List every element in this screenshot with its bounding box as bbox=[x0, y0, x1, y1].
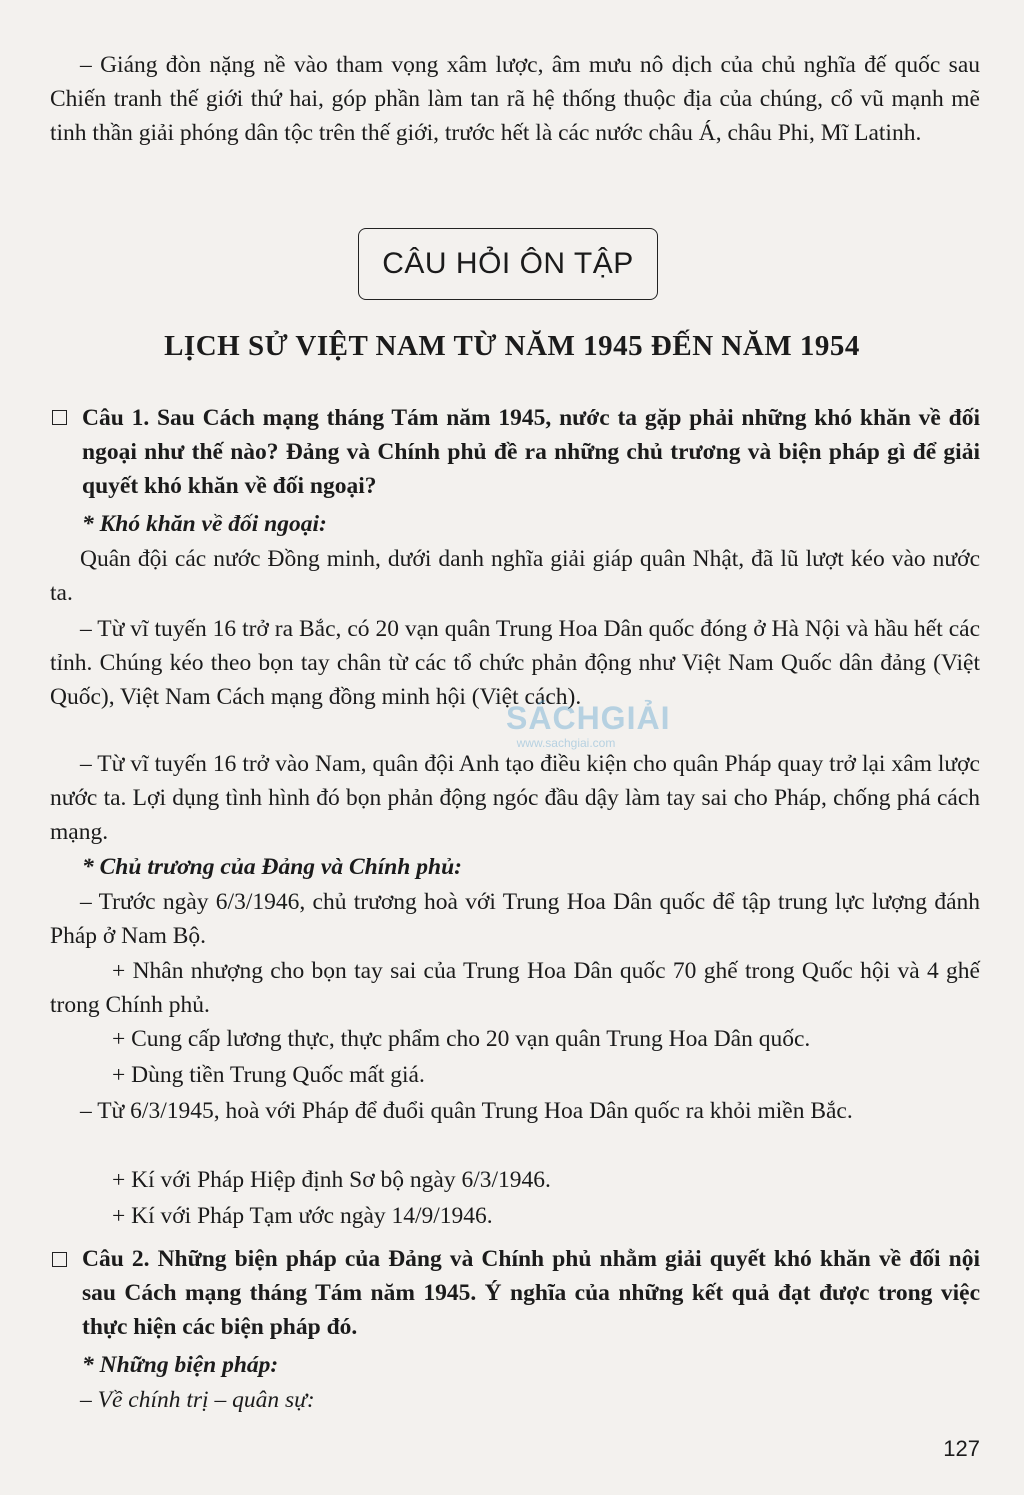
before-item-1: + Nhân nhượng cho bọn tay sai của Trung Hoa Dân quốc 70 ghế trong Quốc hội và 4 ghế trong Chính phủ. bbox=[50, 958, 980, 1018]
after-item-2: + Kí với Pháp Tạm ước ngày 14/9/1946. bbox=[112, 1203, 493, 1229]
intro-paragraph: – Giáng đòn nặng nề vào tham vọng xâm lược, âm mưu nô dịch của chủ nghĩa đế quốc sau Chiến tranh thế giới thứ hai, góp phần làm tan rã hệ thống thuộc địa của chúng, cổ vũ mạnh mẽ tinh thần giải phóng dân tộc trên thế giới, trước hết là các nước châu Á, châu Phi, Mĩ Latinh. bbox=[50, 52, 980, 146]
politics-line: – Về chính trị – quân sự: bbox=[80, 1387, 315, 1413]
difficulty-intro: Quân đội các nước Đồng minh, dưới danh nghĩa giải giáp quân Nhật, đã lũ lượt kéo vào nước ta. bbox=[50, 546, 980, 606]
page-number: 127 bbox=[943, 1436, 980, 1461]
section-heading: LỊCH SỬ VIỆT NAM TỪ NĂM 1945 ĐẾN NĂM 1954 bbox=[164, 330, 860, 362]
difficulty-heading: * Khó khăn về đối ngoại: bbox=[82, 511, 327, 537]
measures-heading: * Những biện pháp: bbox=[82, 1352, 279, 1378]
policy-heading: * Chủ trương của Đảng và Chính phủ: bbox=[82, 854, 462, 880]
watermark-logo: SÁCHGIẢI www.sachgiai.com bbox=[506, 700, 671, 750]
after-paragraph: – Từ 6/3/1945, hoà với Pháp để đuổi quân Trung Hoa Dân quốc ra khỏi miền Bắc. bbox=[80, 1098, 853, 1124]
section-box: CÂU HỎI ÔN TẬP bbox=[358, 228, 658, 300]
north-paragraph: – Từ vĩ tuyến 16 trở ra Bắc, có 20 vạn quân Trung Hoa Dân quốc đóng ở Hà Nội và hầu hết các tỉnh. Chúng kéo theo bọn tay chân từ các tổ chức phản động như Việt Nam Quốc dân đảng (Việt Quốc), Việt Nam Cách mạng đồng minh hội (Việt cách). bbox=[50, 616, 980, 710]
question-2-title: Câu 2. Những biện pháp của Đảng và Chính phủ nhằm giải quyết khó khăn về đối nội sau Cách mạng tháng Tám năm 1945. Ý nghĩa của những kết quả đạt được trong việc thực hiện các biện pháp đó. bbox=[82, 1246, 980, 1340]
before-item-3: + Dùng tiền Trung Quốc mất giá. bbox=[112, 1062, 425, 1088]
before-paragraph: – Trước ngày 6/3/1946, chủ trương hoà với Trung Hoa Dân quốc để tập trung lực lượng đánh Pháp ở Nam Bộ. bbox=[50, 889, 980, 949]
question-1-title: Câu 1. Sau Cách mạng tháng Tám năm 1945, nước ta gặp phải những khó khăn về đối ngoại như thế nào? Đảng và Chính phủ đề ra những chủ trương và biện pháp gì để giải quyết khó khăn về đối ngoại? bbox=[82, 405, 980, 499]
after-item-1: + Kí với Pháp Hiệp định Sơ bộ ngày 6/3/1946. bbox=[112, 1167, 551, 1193]
south-paragraph: – Từ vĩ tuyến 16 trở vào Nam, quân đội Anh tạo điều kiện cho quân Pháp quay trở lại xâm lược nước ta. Lợi dụng tình hình đó bọn phản động ngóc đầu dậy làm tay sai cho Pháp, chống phá cách mạng. bbox=[50, 751, 980, 845]
before-item-2: + Cung cấp lương thực, thực phẩm cho 20 vạn quân Trung Hoa Dân quốc. bbox=[112, 1026, 811, 1052]
